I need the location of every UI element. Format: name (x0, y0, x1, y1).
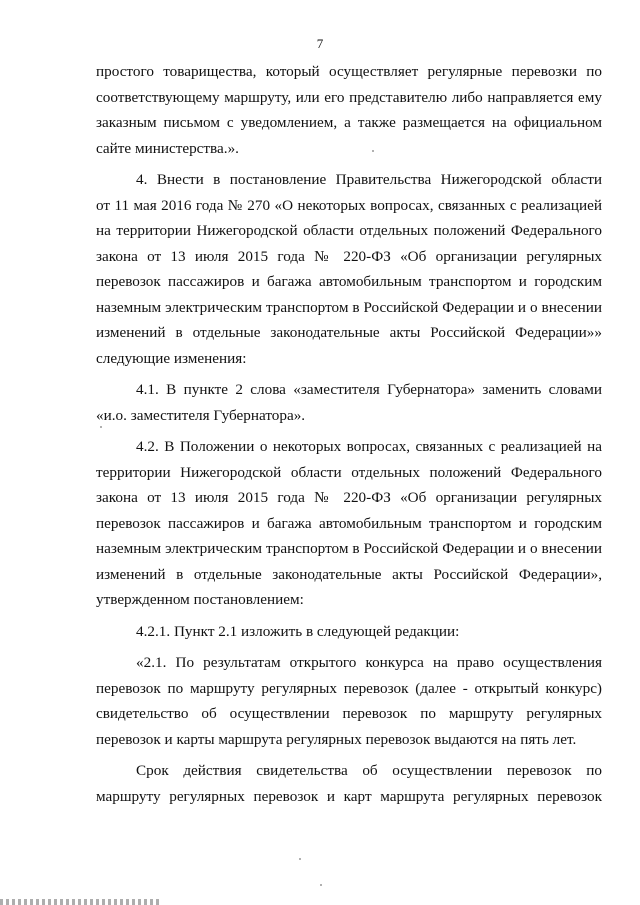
paragraph-line: следующие изменения: (96, 349, 247, 367)
paragraph-line: 4.2. В Положении о некоторых вопросах, связанных с реализацией на (136, 438, 602, 455)
paragraph-line: на территории Нижегородской области отдельных положений Федерального (96, 222, 602, 239)
paragraph-line: перевозок по маршруту регулярных перевозок (далее - открытый конкурс) (96, 679, 602, 697)
paragraph-line: перевозок пассажиров и багажа автомобильным транспортом и городским (96, 273, 602, 290)
paragraph-line: изменений в отдельные законодательные акты Российской Федерации», (96, 565, 602, 583)
paragraph-line: «2.1. По результатам открытого конкурса на право осуществления (136, 654, 602, 671)
paragraph-line: простого товарищества, который осуществляет регулярные перевозки по (96, 63, 602, 80)
paragraph-line: соответствующему маршруту, или его представителю либо направляется ему (96, 88, 602, 106)
paragraph-line: маршруту регулярных перевозок и карт маршрута регулярных перевозок (96, 787, 602, 805)
document-body (96, 59, 602, 809)
paragraph-line: закона от 13 июля 2015 года № 220-ФЗ «Об организации регулярных (96, 489, 602, 506)
paragraph-line: наземным электрическим транспортом в Российской Федерации и о внесении (96, 298, 602, 316)
paragraph-line: от 11 мая 2016 года № 270 «О некоторых вопросах, связанных с реализацией (96, 196, 602, 214)
paragraph-line: свидетельство об осуществлении перевозок по маршруту регулярных (96, 705, 602, 722)
paragraph-line: 4.2.1. Пункт 2.1 изложить в следующей редакции: (136, 622, 460, 640)
scan-speck (100, 426, 102, 428)
paragraph-line: перевозок и карты маршрута регулярных перевозок выдаются на пять лет. (96, 730, 577, 748)
paragraph-line: Срок действия свидетельства об осуществлении перевозок по (136, 762, 602, 779)
page-number: 7 (316, 36, 324, 51)
paragraph-line: «и.о. заместителя Губернатора». (96, 406, 306, 424)
paragraph-line: наземным электрическим транспортом в Российской Федерации и о внесении (96, 540, 602, 557)
scan-speck (299, 858, 301, 860)
scan-speck (372, 150, 374, 152)
paragraph-line: закона от 13 июля 2015 года № 220-ФЗ «Об организации регулярных (96, 247, 602, 265)
paragraph-line: заказным письмом с уведомлением, а также размещается на официальном (96, 114, 602, 131)
paragraph-line: изменений в отдельные законодательные акты Российской Федерации»» (96, 324, 602, 341)
paragraph-line: территории Нижегородской области отдельных положений Федерального (96, 463, 602, 481)
paragraph-line: утвержденном постановлением: (96, 591, 304, 608)
scan-speck (320, 884, 322, 886)
paragraph-line: 4. Внести в постановление Правительства Нижегородской области (136, 171, 602, 188)
paragraph-line: 4.1. В пункте 2 слова «заместителя Губернатора» заменить словами (136, 381, 602, 398)
paragraph-line: перевозок пассажиров и багажа автомобильным транспортом и городским (96, 514, 602, 532)
paragraph-line: сайте министерства.». (96, 139, 239, 157)
scan-edge-noise (0, 899, 160, 905)
